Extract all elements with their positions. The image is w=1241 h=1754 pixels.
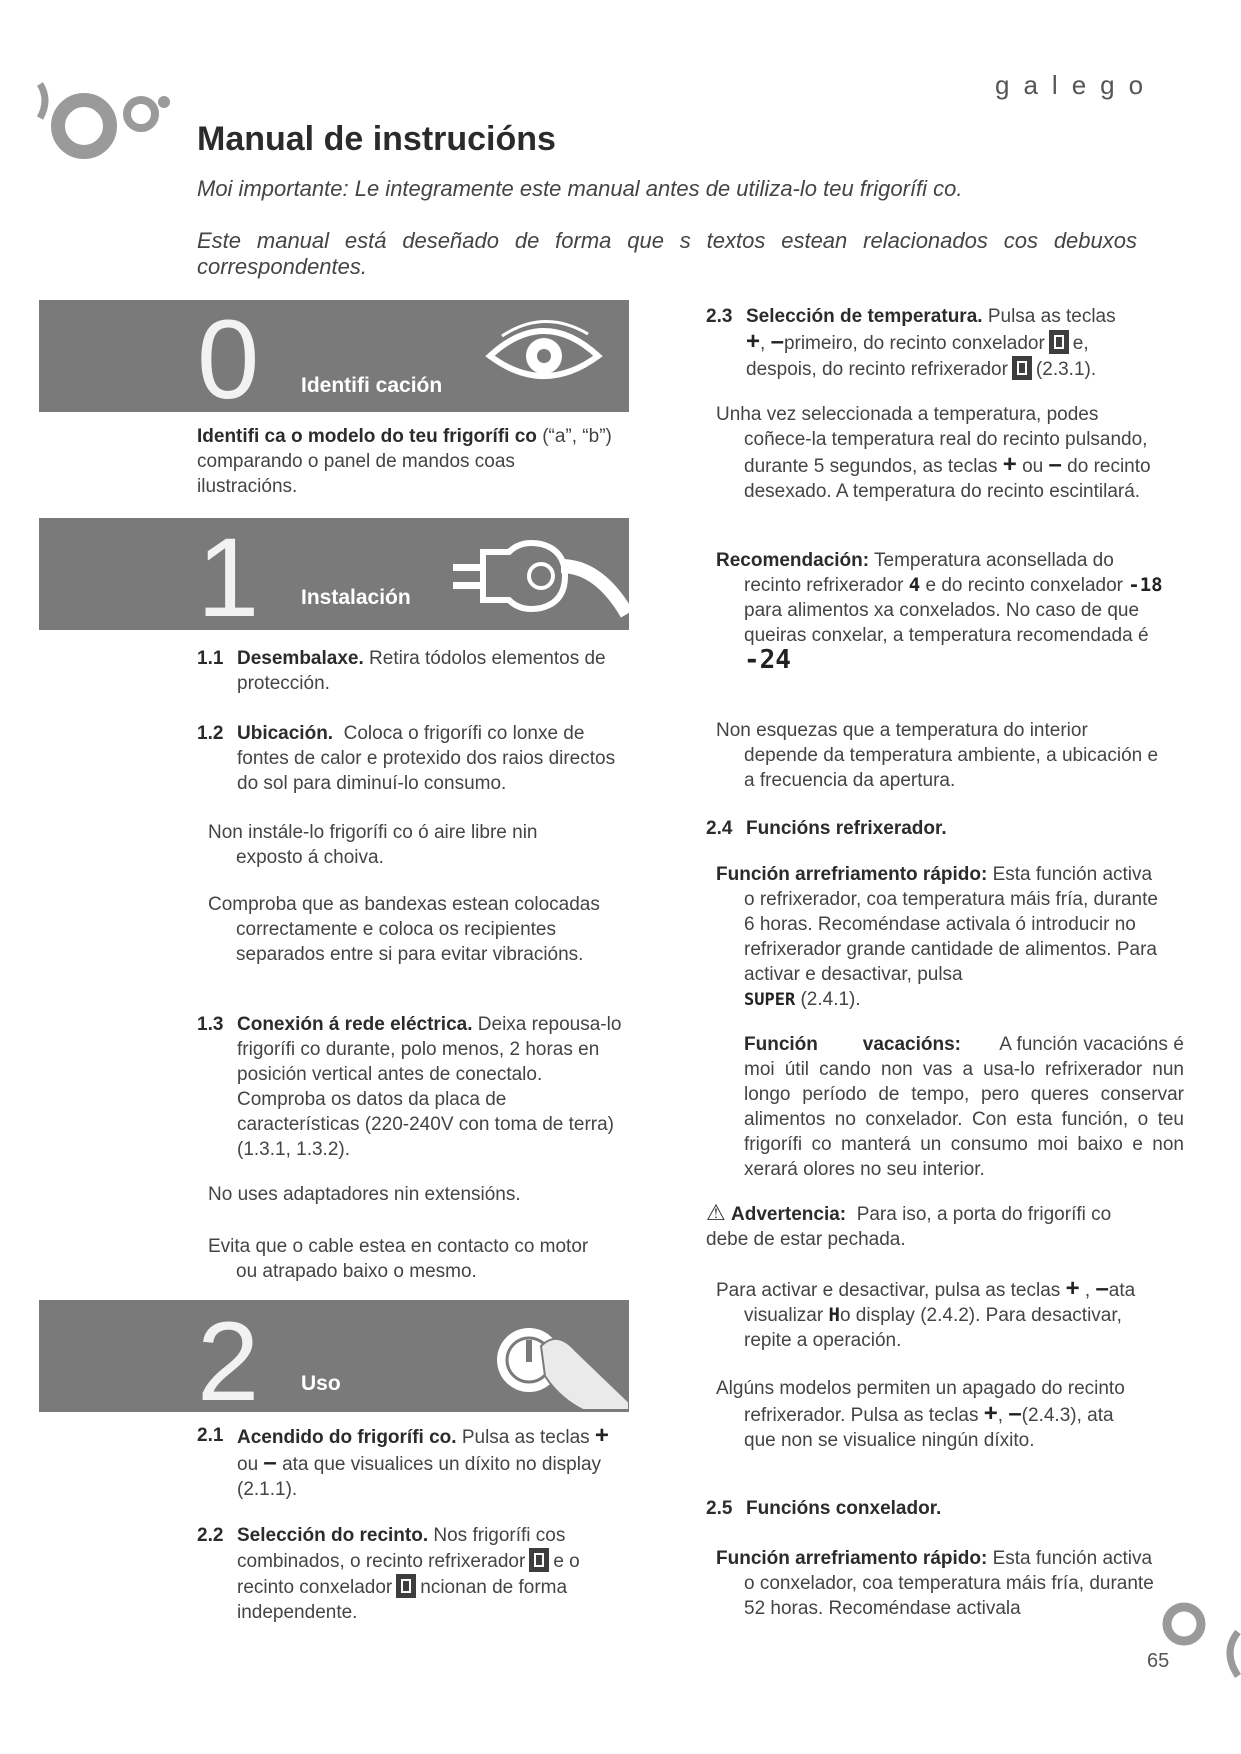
corner-logo-icon bbox=[1158, 1598, 1241, 1678]
page-number: 65 bbox=[1147, 1650, 1170, 1672]
plus-key-icon: + bbox=[983, 1400, 998, 1427]
freezer-compartment-icon bbox=[396, 1574, 416, 1598]
section-band-identification bbox=[39, 300, 629, 412]
section-number: 1 bbox=[197, 518, 260, 630]
cable-note: Evita que o cable estea en contacto co motor ou atrapado baixo o mesmo. bbox=[208, 1236, 589, 1282]
language-label: galego bbox=[995, 70, 1158, 100]
item-2-3: 2.3 Selección de temperatura. Pulsa as teclas +, –primeiro, do recinto conxelador e, despois, do recinto refrixerador (2.3.1). bbox=[706, 306, 1116, 380]
brand-logo-icon bbox=[36, 78, 176, 178]
intro-note: Este manual está deseñado de forma que s textos estean relacionados cos debuxos correspondentes. bbox=[197, 228, 1137, 279]
item-2-1: 2.1 Acendido do frigorífi co. Pulsa as teclas + ou – ata que visualices un díxito no display (2.1.1). bbox=[197, 1422, 609, 1500]
minus-key-icon: – bbox=[263, 1449, 277, 1476]
super-key-label: SUPER bbox=[744, 990, 796, 1010]
temperature-info: Unha vez seleccionada a temperatura, podes coñece-la temperatura real do recinto pulsando, durante 5 segundos, as teclas + ou – do recinto desexado. A temperatura do recinto escintilará. bbox=[716, 404, 1151, 502]
recommendation: Recomendación: Temperatura aconsellada do recinto refrixerador 4 e do recinto conxelador -18 para alimentos xa conxelados. No caso de que queiras conxelar, a temperatura recomendada é -24 bbox=[716, 550, 1163, 675]
trays-note: Comproba que as bandexas estean colocadas correctamente e coloca os recipientes separados entre si para evitar vibracións. bbox=[208, 894, 600, 965]
fast-cool-freezer: Función arrefriamento rápido: Esta función activa o conxelador, coa temperatura máis fría, durante 52 horas. Recoméndase activala bbox=[716, 1548, 1154, 1619]
plus-key-icon: + bbox=[746, 328, 761, 355]
display-value-freeze: -24 bbox=[744, 645, 791, 675]
vacation-function: Función vacacións: A función vacacións é moi útil cando non vas a usa-lo refrixerador nun longo período de tempo, pero queres conservar alimentos no conxelador. Con esta función, o teu frigorífi co manterá un consumo moi baixo e non xerará olores no seu interior. bbox=[744, 1034, 1184, 1180]
display-value-freezer: -18 bbox=[1128, 574, 1163, 596]
plus-key-icon: + bbox=[1065, 1275, 1080, 1302]
section-band-installation bbox=[39, 518, 629, 630]
outdoor-note: Non instále-lo frigorífi co ó aire libre nin exposto á choiva. bbox=[208, 822, 538, 868]
eye-icon bbox=[484, 312, 604, 392]
item-1-1: 1.1 Desembalaxe. Retira tódolos elementos de protección. bbox=[197, 648, 606, 694]
identify-text: (“a”, “b”) comparando o panel de mandos coas ilustracións. bbox=[197, 426, 612, 497]
minus-key-icon: – bbox=[1048, 451, 1062, 478]
item-1-3: 1.3 Conexión á rede eléctrica. Deixa repousa-lo frigorífi co durante, polo menos, 2 horas en posición vertical antes de conectalo. Comproba os datos da placa de características (220-240V con toma de terra) (1.3.1, 1.3.2). bbox=[197, 1014, 622, 1160]
item-1-2: 1.2 Ubicación. Coloca o frigorífi co lonxe de fontes de calor e protexido dos raios directos do sol para diminuí-lo consumo. bbox=[197, 723, 616, 794]
section-number: 2 bbox=[197, 1300, 260, 1412]
display-value-holiday: H bbox=[828, 1304, 840, 1326]
activate-vacation: Para activar e desactivar, pulsa as teclas + , –ata visualizar Ho display (2.4.2). Para desactivar, repite a operación. bbox=[716, 1275, 1136, 1351]
display-value-fridge: 4 bbox=[908, 574, 921, 596]
section-band-use bbox=[39, 1300, 629, 1412]
warning: ⚠ Advertencia: Para iso, a porta do frigorífi co debe de estar pechada. bbox=[706, 1200, 1112, 1250]
section-label: Uso bbox=[301, 1372, 341, 1395]
minus-key-icon: – bbox=[1095, 1275, 1109, 1302]
plus-key-icon: + bbox=[1002, 451, 1017, 478]
identify-bold: Identifi ca o modelo do teu frigorífi co bbox=[197, 426, 537, 447]
section-label: Instalación bbox=[301, 586, 411, 609]
item-2-4: 2.4 Funcións refrixerador. bbox=[706, 818, 947, 839]
identify-paragraph bbox=[197, 424, 617, 499]
minus-key-icon: – bbox=[1008, 1400, 1022, 1427]
intro-warning: Moi importante: Le integramente este manual antes de utiliza-lo teu frigorífi co. bbox=[197, 176, 963, 201]
plus-key-icon: + bbox=[594, 1422, 609, 1449]
page-title: Manual de instrucións bbox=[197, 120, 556, 158]
freezer-compartment-icon bbox=[1049, 330, 1069, 354]
item-2-5: 2.5 Funcións conxelador. bbox=[706, 1498, 942, 1519]
section-number: 0 bbox=[197, 300, 260, 412]
fridge-compartment-icon bbox=[529, 1548, 549, 1572]
minus-key-icon: – bbox=[770, 328, 784, 355]
fridge-off: Algúns modelos permiten un apagado do recinto refrixerador. Pulsa as teclas +, –(2.4.3), ata que non se visualice ningún díxito. bbox=[716, 1378, 1125, 1451]
plug-icon bbox=[449, 526, 629, 626]
fridge-compartment-icon bbox=[1012, 356, 1032, 380]
warning-icon: ⚠ bbox=[706, 1200, 726, 1225]
adapters-note: No uses adaptadores nin extensións. bbox=[208, 1184, 521, 1205]
section-label: Identifi cación bbox=[301, 374, 443, 397]
fast-cool-fridge: Función arrefriamento rápido: Esta función activa o refrixerador, coa temperatura máis fría, durante 6 horas. Recoméndase activala ó introducir no refrixerador grande cantidade de alimentos. Para activar e desactivar, pulsa SUPER (2.4.1). bbox=[716, 864, 1158, 1010]
ambient-note: Non esquezas que a temperatura do interior depende da temperatura ambiente, a ubicación e a frecuencia da apertura. bbox=[716, 720, 1159, 791]
finger-press-icon bbox=[479, 1310, 629, 1410]
item-2-2: 2.2 Selección do recinto. Nos frigorífi cos combinados, o recinto refrixerador e o recinto conxelador ncionan de forma independente. bbox=[197, 1525, 580, 1623]
